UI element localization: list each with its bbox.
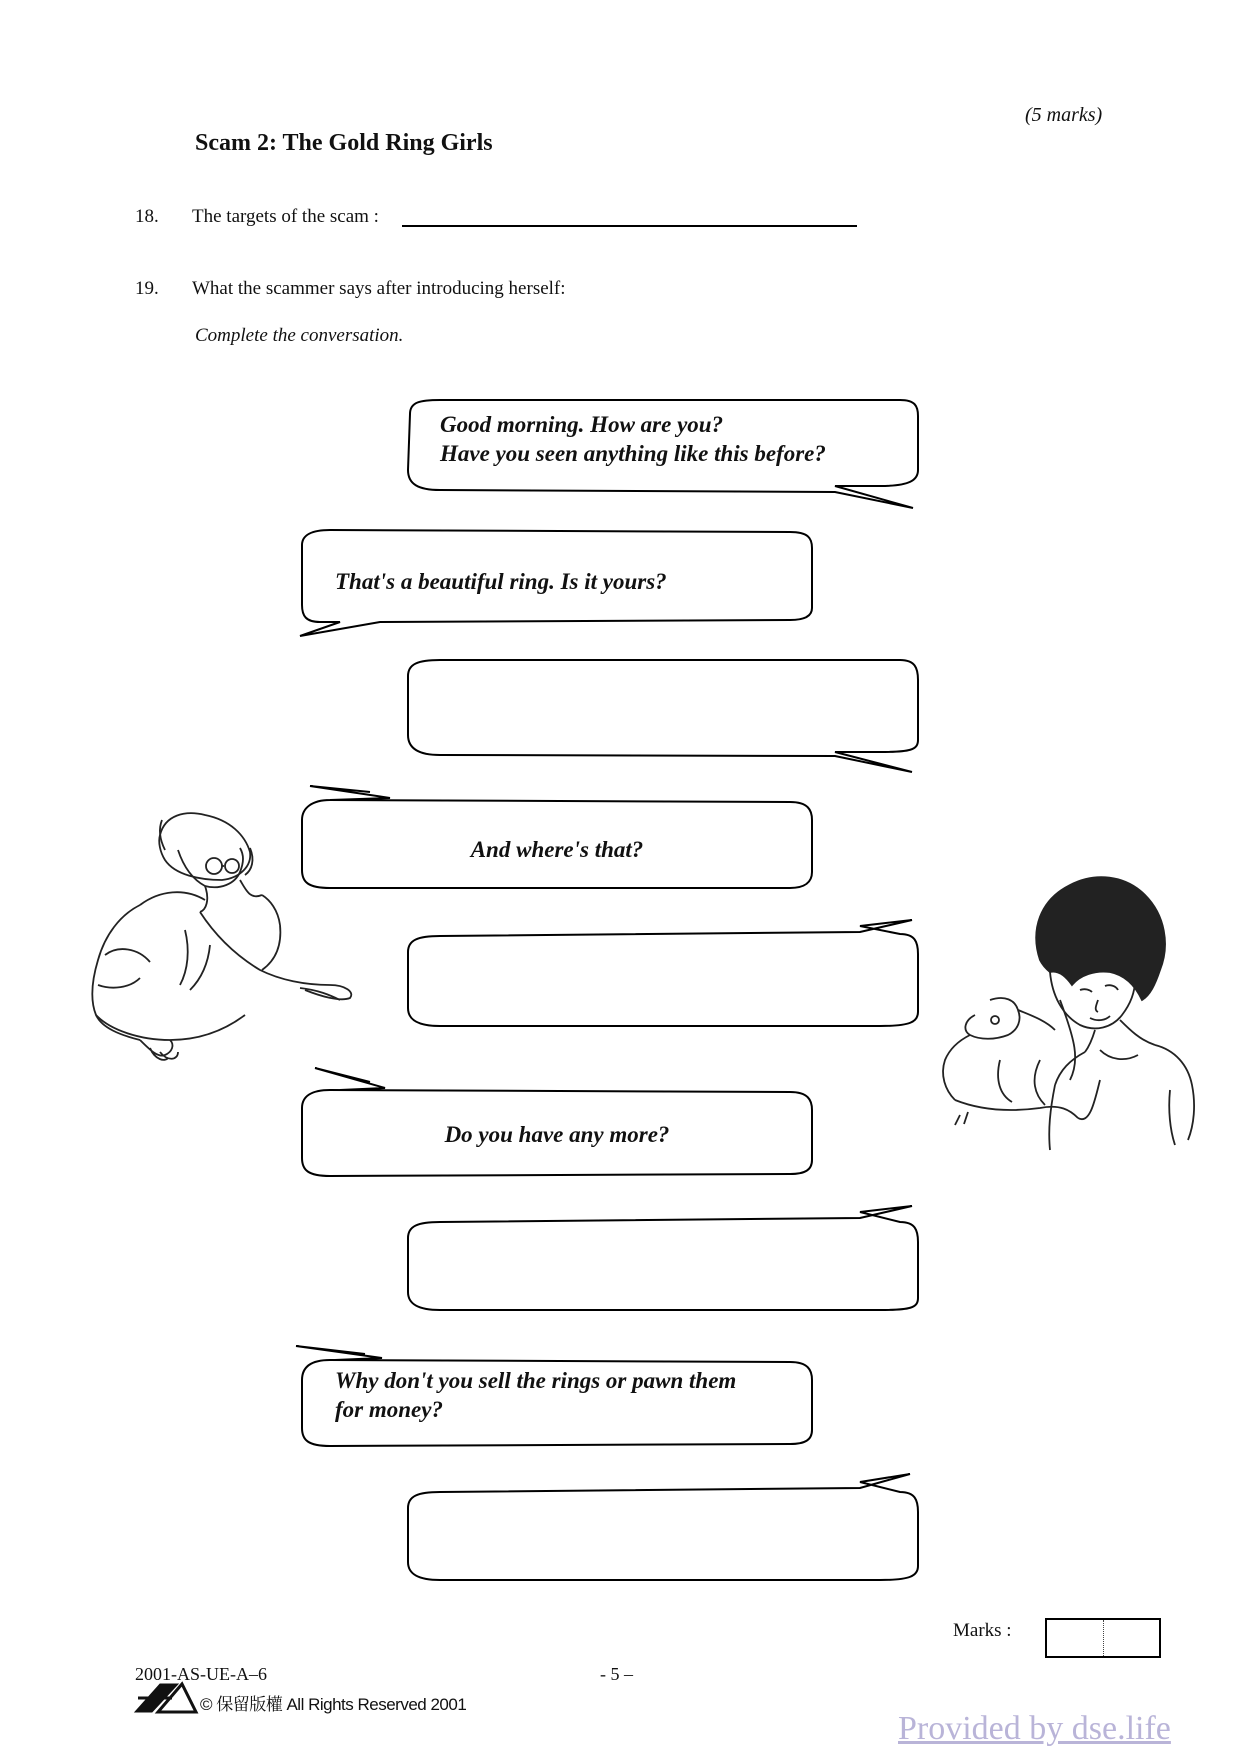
- girl-with-ring-illustration: [943, 877, 1194, 1150]
- question-18-number: 18.: [135, 206, 159, 227]
- bubble-4-text: And where's that?: [470, 837, 644, 862]
- paper-code: 2001-AS-UE-A–6: [135, 1664, 267, 1684]
- hkeaa-logo-icon: [135, 1684, 196, 1712]
- marks-box-divider: [1103, 1620, 1104, 1656]
- question-19-number: 19.: [135, 278, 159, 299]
- bubble-5-answer[interactable]: [440, 955, 880, 1005]
- page-number: - 5 –: [600, 1664, 633, 1684]
- watermark-link[interactable]: Provided by dse.life: [898, 1710, 1171, 1747]
- section-title: Scam 2: The Gold Ring Girls: [195, 130, 493, 156]
- bubble-1-line-1: Good morning. How are you?: [440, 412, 724, 437]
- bubble-8-line-1: Why don't you sell the rings or pawn them: [335, 1368, 737, 1393]
- copyright-text: © 保留版權 All Rights Reserved 2001: [200, 1695, 467, 1714]
- marks-note: (5 marks): [1025, 104, 1103, 126]
- bubble-7-answer[interactable]: [440, 1240, 880, 1290]
- marks-label: Marks :: [953, 1620, 1012, 1641]
- instruction: Complete the conversation.: [195, 325, 404, 346]
- bubble-6-text: Do you have any more?: [444, 1122, 670, 1147]
- question-18-text: The targets of the scam :: [192, 206, 379, 227]
- copyright-row: [200, 1690, 466, 1715]
- bubble-9-answer[interactable]: [440, 1510, 880, 1560]
- bubble-3-answer[interactable]: [440, 690, 880, 740]
- bubble-1-line-2: Have you seen anything like this before?: [440, 441, 826, 466]
- bubble-2-text: That's a beautiful ring. Is it yours?: [335, 569, 667, 594]
- marks-box: [1045, 1618, 1161, 1658]
- bubble-8-line-2: for money?: [335, 1397, 443, 1422]
- question-19-text: What the scammer says after introducing herself:: [192, 278, 566, 299]
